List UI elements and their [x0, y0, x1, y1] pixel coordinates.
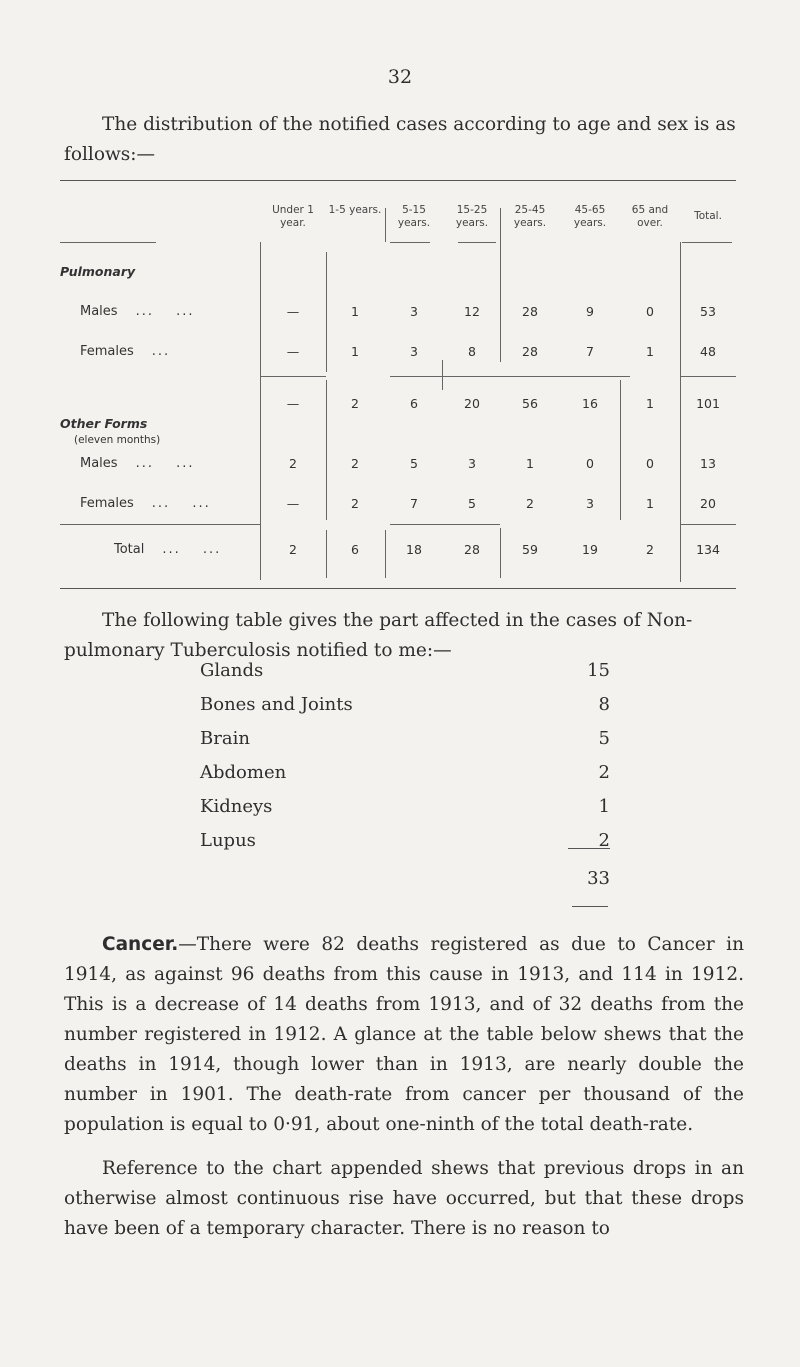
part-value: 8 [598, 694, 610, 715]
col-header: 65 and over. [631, 204, 669, 229]
list-item [200, 796, 610, 826]
part-name: Bones and Joints [200, 694, 353, 715]
table-vline [326, 252, 327, 372]
row-label-males: Males ... ... [80, 456, 195, 471]
table-cell: 20 [464, 396, 480, 411]
table-cell: 2 [351, 456, 359, 471]
table-cell: 7 [410, 496, 418, 511]
list-item [200, 660, 610, 690]
table-cell: 1 [351, 344, 359, 359]
table-cell: 28 [522, 304, 538, 319]
table-cell: 1 [526, 456, 534, 471]
table-cell: 53 [700, 304, 716, 319]
subtotal-rule [390, 376, 630, 377]
table-cell: 12 [464, 304, 480, 319]
table-cell: 3 [410, 304, 418, 319]
table-cell: 2 [351, 496, 359, 511]
table-cell: 48 [700, 344, 716, 359]
part-value: 2 [598, 830, 610, 851]
header-underline [682, 242, 732, 243]
list-item [200, 728, 610, 758]
other-forms-label: Other Forms [60, 416, 148, 431]
row-label-total: Total ... ... [114, 542, 222, 557]
parts-intro-paragraph [64, 606, 744, 666]
table-cell: 20 [700, 496, 716, 511]
part-value: 15 [587, 660, 610, 681]
part-value: 2 [598, 762, 610, 783]
table-cell: 6 [351, 542, 359, 557]
cancer-heading: Cancer. [102, 934, 179, 955]
table-vline [500, 528, 501, 578]
part-value: 5 [598, 728, 610, 749]
subtotal-rule [680, 376, 736, 377]
table-cell: 1 [351, 304, 359, 319]
col-header: 15-25 years. [455, 204, 489, 229]
table-cell: 0 [646, 456, 654, 471]
col-header: 5-15 years. [397, 204, 431, 229]
header-underline [458, 242, 496, 243]
page-number: 32 [387, 66, 413, 88]
table-cell: 2 [646, 542, 654, 557]
intro-text: The distribution of the notified cases according to age and sex is as follows:— [64, 114, 736, 165]
table-cell: 16 [582, 396, 598, 411]
col-header: Under 1 year. [272, 204, 314, 229]
table-cell: 9 [586, 304, 594, 319]
part-name: Abdomen [200, 762, 287, 783]
table-cell: 1 [646, 344, 654, 359]
table-cell: 59 [522, 542, 538, 557]
table-cell: 7 [586, 344, 594, 359]
intro-paragraph [64, 110, 754, 170]
table-cell: 28 [522, 344, 538, 359]
table-cell: 13 [700, 456, 716, 471]
col-header: 45-65 years. [573, 204, 607, 229]
table-cell: 18 [406, 542, 422, 557]
table-cell: 0 [646, 304, 654, 319]
cancer-paragraph [64, 930, 744, 1140]
header-underline [60, 242, 156, 243]
table-cell: 3 [410, 344, 418, 359]
part-value: 1 [598, 796, 610, 817]
list-item [200, 694, 610, 724]
parts-total: 33 [587, 868, 610, 889]
col-header: 1-5 years. [328, 204, 382, 216]
table-vline [680, 242, 681, 582]
part-name: Lupus [200, 830, 256, 851]
table-cell: — [286, 304, 300, 319]
reference-paragraph: Reference to the chart appended shews that previous drops in an otherwise almost continuous rise have occurred, but that these drops have been of a temporary character. There is no reason to [64, 1158, 744, 1239]
cancer-section [64, 930, 744, 1258]
table-cell: 0 [586, 456, 594, 471]
table-bottom-rule [60, 588, 736, 589]
list-item [200, 830, 610, 860]
table-cell: 5 [468, 496, 476, 511]
table-vline [326, 530, 327, 578]
table-cell: — [286, 396, 300, 411]
subtotal-rule [260, 376, 326, 377]
list-item [200, 762, 610, 792]
cancer-text: —There were 82 deaths registered as due to Cancer in 1914, as against 96 deaths from this cause in 1913, and 114 in 1912. This is a decrease of 14 deaths from 1913, and of 32 deaths from the number registered in 1912. A glance at the table below shews that the deaths in 1914, though lower than in 1913, are nearly double the number in 1901. The death-rate from cancer per thousand of the population is equal to 0·91, about one-ninth of the total death-rate. [64, 934, 744, 1135]
row-label-females: Females ... ... [80, 496, 211, 511]
table-cell: 3 [468, 456, 476, 471]
table-vline [442, 360, 443, 390]
table-vline [500, 242, 501, 362]
table-vline [620, 380, 621, 520]
total-rule [680, 524, 736, 525]
table-cell: 134 [696, 542, 720, 557]
table-cell: 5 [410, 456, 418, 471]
table-cell: 2 [289, 542, 297, 557]
table-vline [326, 380, 327, 520]
table-cell: 56 [522, 396, 538, 411]
total-rule [390, 524, 500, 525]
table-cell: 1 [646, 496, 654, 511]
table-cell: 6 [410, 396, 418, 411]
part-name: Brain [200, 728, 250, 749]
table-cell: 2 [526, 496, 534, 511]
table-vline [385, 530, 386, 578]
table-cell: 28 [464, 542, 480, 557]
total-rule [60, 524, 260, 525]
table-cell: — [286, 344, 300, 359]
sum-rule [568, 848, 610, 849]
header-underline [390, 242, 430, 243]
part-name: Glands [200, 660, 264, 681]
table-cell: 2 [351, 396, 359, 411]
table-cell: 1 [646, 396, 654, 411]
table-cell: 8 [468, 344, 476, 359]
table-cell: 3 [586, 496, 594, 511]
table-cell: — [286, 496, 300, 511]
pulmonary-label: Pulmonary [60, 264, 136, 279]
table-vline [260, 242, 261, 580]
row-label-females: Females ... [80, 344, 171, 359]
other-forms-sublabel: (eleven months) [74, 434, 161, 446]
row-label-males: Males ... ... [80, 304, 195, 319]
table-cell: 19 [582, 542, 598, 557]
table-cell: 2 [289, 456, 297, 471]
table-cell: 101 [696, 396, 720, 411]
table-top-rule [60, 180, 736, 181]
age-sex-table [60, 180, 736, 590]
part-name: Kidneys [200, 796, 273, 817]
parts-intro-text: The following table gives the part affected in the cases of Non-pulmonary Tuberculosis notified to me:— [64, 610, 693, 661]
parts-total-row [200, 868, 610, 898]
col-header: Total. [694, 210, 722, 222]
col-header: 25-45 years. [513, 204, 547, 229]
sum-rule [572, 906, 608, 907]
